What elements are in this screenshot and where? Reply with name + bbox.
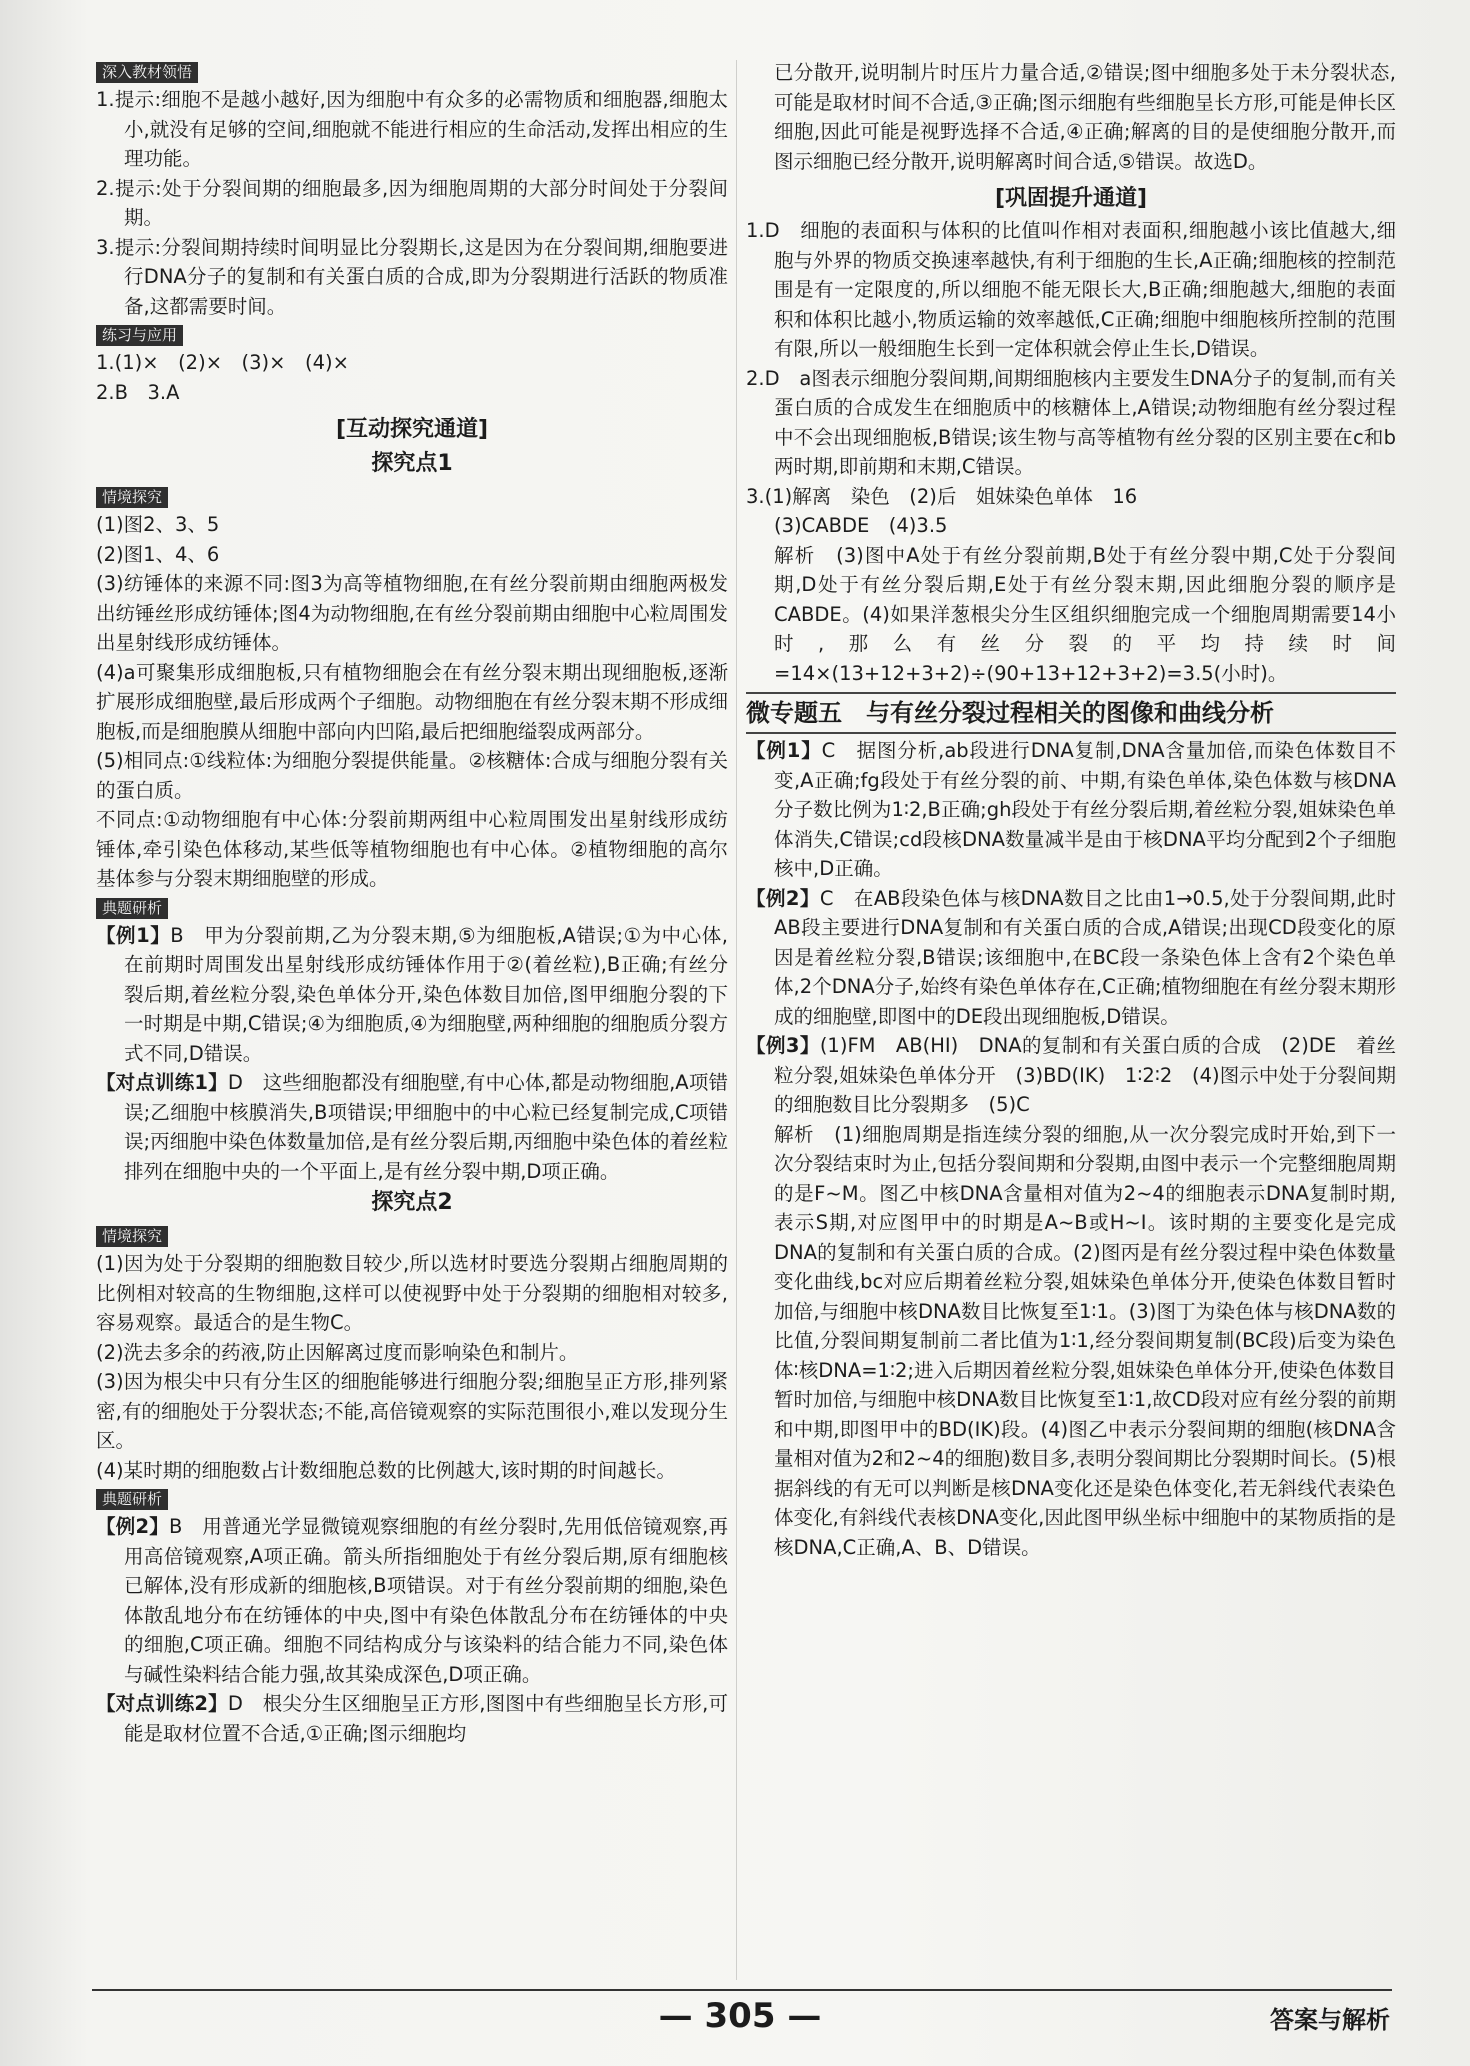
micro-topic-title: 微专题五 与有丝分裂过程相关的图像和曲线分析 [746,692,1396,734]
gonggu-2: 2.D a图表示细胞分裂间期,间期细胞核内主要发生DNA分子的复制,而有关蛋白质的合成发生在细胞质中的核糖体上,A错误;动物细胞有丝分裂过程中不会出现细胞板,B错误;该生物与高等植物有丝分裂的区别主要在c和b两时期,即前期和末期,C错误。 [746,366,1396,478]
gonggu-3a: 3.(1)解离 染色 (2)后 姐妹染色单体 16 [746,484,1138,508]
gonggu-3c: 解析 (3)图中A处于有丝分裂前期,B处于有丝分裂中期,C处于分裂间期,D处于有丝分裂后期,E处于有丝分裂末期,因此细胞分裂的顺序是CABDE。(4)如果洋葱根尖分生区组织细胞完成一个细胞周期需要14小时,那么有丝分裂的平均持续时间=14×(13+12+3+2)÷(90+13+12+3+2)=3.5(小时)。 [774,543,1396,685]
tag-dianli-2: 典题研析 [96,1489,168,1510]
m-3-text: (1)FM AB(HI) DNA的复制和有关蛋白质的合成 (2)DE 着丝粒分裂,姐妹染色单体分开 (3)BD(IK) 1∶2∶2 (4)图示中处于分裂间期的细胞数目比分裂期多 (5)C [774,1034,1396,1116]
q2-1: (1)因为处于分裂期的细胞数目较少,所以选材时要选分裂期占细胞周期的比例相对较高的生物细胞,这样可以使视野中处于分裂期的细胞相对较多,容易观察。最适合的是生物C。 [96,1252,728,1334]
m-3 [746,1031,1396,1120]
tishi-1: 1.提示:细胞不是越小越好,因为细胞中有众多的必需物质和细胞器,细胞太小,就没有足够的空间,细胞就不能进行相应的生命活动,发挥出相应的生理功能。 [96,88,728,170]
section-hudong: [互动探究通道] [335,417,489,442]
li-1 [96,921,728,1069]
q1-3: (3)纺锤体的来源不同:图3为高等植物细胞,在有丝分裂前期由细胞两极发出纺锤丝形成纺锤体;图4为动物细胞,在有丝分裂前期由细胞中心粒周围发出星射线形成纺锤体。 [96,572,728,654]
m-3-analysis: 解析 (1)细胞周期是指连续分裂的细胞,从一次分裂完成时开始,到下一次分裂结束时为止,包括分裂间期和分裂期,由图中表示一个完整细胞周期的是F~M。图乙中核DNA含量相对值为2~4的细胞表示DNA复制时期,表示S期,对应图甲中的时期是A~B或H~I。该时期的主要变化是完成DNA的复制和有关蛋白质的合成。(2)图丙是有丝分裂过程中染色体数量变化曲线,bc对应后期着丝粒分裂,姐妹染色单体分开,使染色体数目暂时加倍,与细胞中核DNA数目比恢复至1∶1。(3)图丁为染色体与核DNA数的比值,分裂间期复制前二者比值为1∶1,经分裂间期复制(BC段)后变为染色体∶核DNA=1∶2;进入后期因着丝粒分裂,姐妹染色单体分开,使染色体数目暂时加倍,与细胞中核DNA数目比恢复至1∶1,故CD段对应有丝分裂的前期和中期,即图甲中的BD(IK)段。(4)图乙中表示分裂间期的细胞(核DNA含量相对值为2和2~4的细胞)数目多,表明分裂间期比分裂期时间长。(5)根据斜线的有无可以判断是核DNA变化还是染色体变化,若无斜线代表染色体变化,有斜线代表核DNA变化,因此图甲纵坐标中细胞中的某物质指的是核DNA,C正确,A、B、D错误。 [774,1122,1396,1559]
tag-lianxi: 练习与应用 [96,325,183,346]
li-1-text: B 甲为分裂前期,乙为分裂末期,⑤为细胞板,A错误;①为中心体,在前期时周围发出星射线形成纺锤体作用于②(着丝粒),B正确;有丝分裂后期,着丝粒分裂,染色单体分开,染色体数目加倍,图甲细胞分裂的下一时期是中期,C错误;④为细胞质,④为细胞壁,两种细胞的细胞质分裂方式不同,D错误。 [124,923,728,1065]
gonggu-1: 1.D 细胞的表面积与体积的比值叫作相对表面积,细胞越小该比值越大,细胞与外界的物质交换速率越快,有利于细胞的生长,A正确;细胞核的控制范围是有一定限度的,所以细胞不能无限长大,B正确;细胞越大,细胞的表面积和体积比越小,物质运输的效率越低,C正确;细胞中细胞核所控制的范围有限,所以一般细胞生长到一定体积就会停止生长,D错误。 [746,219,1396,360]
column-divider [736,60,737,1980]
dx-1 [96,1068,728,1186]
dx-2-label: 【对点训练2】 [96,1692,228,1715]
q1-2: (2)图1、4、6 [96,542,220,566]
footer-rule [92,1989,1392,1991]
q1-6: 不同点:①动物细胞有中心体:分裂前期两组中心粒周围发出星射线形成纺锤体,牵引染色体移动,某些低等植物细胞也有中心体。②植物细胞的高尔基体参与分裂末期细胞壁的形成。 [96,808,728,890]
tag-qingjing-1: 情境探究 [96,487,168,508]
tag-dianli-1: 典题研析 [96,898,168,919]
section-gonggu: [巩固提升通道] [994,186,1148,211]
q2-4: (4)某时期的细胞数占计数细胞总数的比例越大,该时期的时间越长。 [96,1458,676,1482]
li-2-text: B 用普通光学显微镜观察细胞的有丝分裂时,先用低倍镜观察,再用高倍镜观察,A项正确。箭头所指细胞处于有丝分裂后期,原有细胞核已解体,没有形成新的细胞核,B项错误。对于有丝分裂前期的细胞,染色体散乱地分布在纺锤体的中央,图中有染色体散乱分布在纺锤体的中央的细胞,C项正确。细胞不同结构成分与该染料的结合能力不同,染色体与碱性染料结合能力强,故其染成深色,D项正确。 [124,1515,728,1686]
lianxi-2: 2.B 3.A [96,380,180,404]
tag-qingjing-2: 情境探究 [96,1226,168,1247]
section-label: 答案与解析 [1270,2006,1390,2034]
q1-5: (5)相同点:①线粒体:为细胞分裂提供能量。②核糖体:合成与细胞分裂有关的蛋白质。 [96,749,728,802]
m-2-label: 【例2】 [746,886,820,910]
m-2 [746,884,1396,1032]
li-2 [96,1512,728,1689]
q2-2: (2)洗去多余的药液,防止因解离过度而影响染色和制片。 [96,1340,579,1364]
tishi-2: 2.提示:处于分裂间期的细胞最多,因为细胞周期的大部分时间处于分裂间期。 [96,176,728,229]
lianxi-1: 1.(1)× (2)× (3)× (4)× [96,351,349,374]
q1-1: (1)图2、3、5 [96,513,220,536]
tanjiu-2-title: 探究点2 [371,1190,453,1215]
dx-1-label: 【对点训练1】 [96,1071,228,1094]
tanjiu-1-title: 探究点1 [371,451,453,476]
gonggu-3b: (3)CABDE (4)3.5 [774,514,948,537]
right-column [746,58,1396,1562]
dx-2 [96,1689,728,1748]
li-1-label: 【例1】 [96,923,171,947]
m-2-text: C 在AB段染色体与核DNA数目之比由1→0.5,处于分裂间期,此时AB段主要进行DNA复制和有关蛋白质的合成,A错误;出现CD段变化的原因是着丝粒分裂,B错误;该细胞中,在BC段一条染色体上含有2个染色单体,2个DNA分子,始终有染色单体存在,C正确;植物细胞在有丝分裂末期形成的细胞壁,即图中的DE段出现细胞板,D错误。 [774,886,1396,1028]
dx-2-text: D 根尖分生区细胞呈正方形,图图中有些细胞呈长方形,可能是取材位置不合适,①正确;图示细胞均 [124,1692,728,1745]
m-1-text: C 据图分析,ab段进行DNA复制,DNA含量加倍,而染色体数目不变,A正确;fg段处于有丝分裂的前、中期,有染色单体,染色体数与核DNA分子数比例为1∶2,B正确;gh段处于有丝分裂后期,着丝粒分裂,姐妹染色单体消失,C错误;cd段核DNA数量减半是由于核DNA平均分配到2个子细胞核中,D正确。 [774,739,1396,880]
dx-1-text: D 这些细胞都没有细胞壁,有中心体,都是动物细胞,A项错误;乙细胞中核膜消失,B项错误;甲细胞中的中心粒已经复制完成,C项错误;丙细胞中染色体数量加倍,是有丝分裂后期,丙细胞中染色体的着丝粒排列在细胞中央的一个平面上,是有丝分裂中期,D项正确。 [124,1071,728,1183]
left-column [96,58,728,1748]
page-number: — 305 — [658,1996,822,2036]
dx-2-continued: 已分散开,说明制片时压片力量合适,②错误;图中细胞多处于未分裂状态,可能是取材时间不合适,③正确;图示细胞有些细胞呈长方形,可能是伸长区细胞,因此可能是视野选择不合适,④正确;解离的目的是使细胞分散开,而图示细胞已经分散开,说明解离时间合适,⑤错误。故选D。 [774,61,1396,173]
tishi-3: 3.提示:分裂间期持续时间明显比分裂期长,这是因为在分裂间期,细胞要进行DNA分子的复制和有关蛋白质的合成,即为分裂期进行活跃的物质准备,这都需要时间。 [96,235,728,318]
m-1-label: 【例1】 [746,739,822,762]
li-2-label: 【例2】 [96,1515,169,1538]
q1-4: (4)a可聚集形成细胞板,只有植物细胞会在有丝分裂末期出现细胞板,逐渐扩展形成细胞壁,最后形成两个子细胞。动物细胞在有丝分裂末期不形成细胞板,而是细胞膜从细胞中部向内凹陷,最后把细胞缢裂成两部分。 [96,660,728,743]
m-1 [746,736,1396,884]
q2-3: (3)因为根尖中只有分生区的细胞能够进行细胞分裂;细胞呈正方形,排列紧密,有的细胞处于分裂状态;不能,高倍镜观察的实际范围很小,难以发现分生区。 [96,1370,728,1452]
m-3-label: 【例3】 [746,1034,820,1057]
tag-jiaocai: 深入教材领悟 [96,62,198,83]
